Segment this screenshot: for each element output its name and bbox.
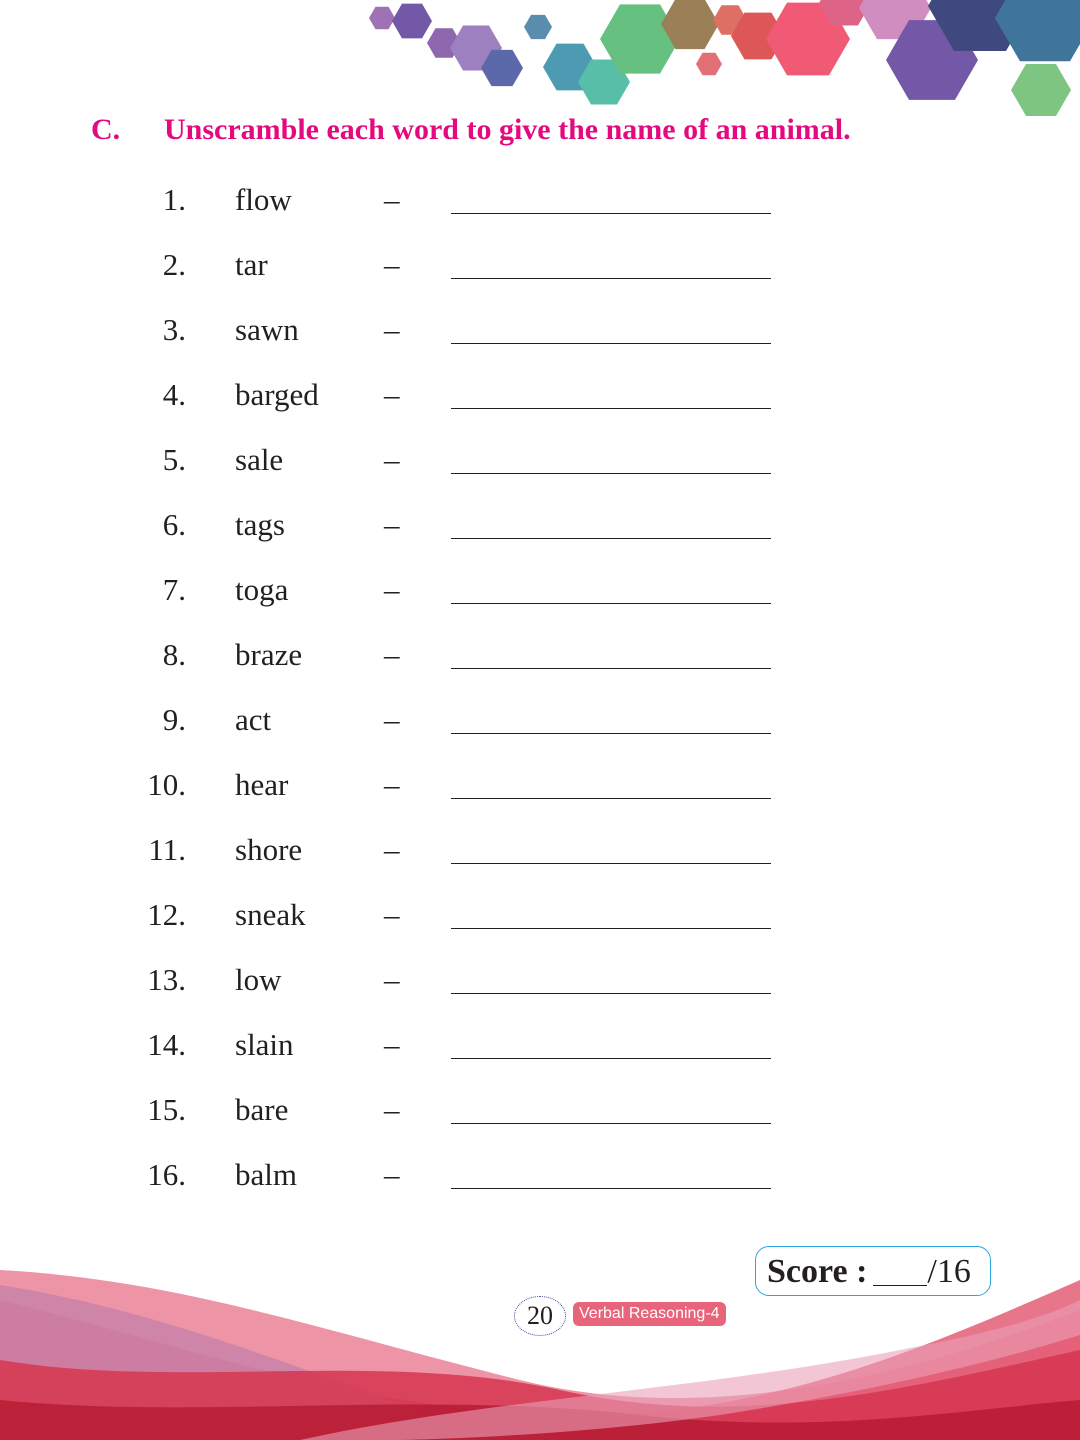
dash-separator: – — [384, 247, 400, 282]
answer-blank[interactable] — [451, 928, 771, 929]
dash-separator: – — [384, 767, 400, 802]
list-item — [0, 897, 1080, 937]
dash-separator: – — [384, 507, 400, 542]
answer-blank[interactable] — [451, 798, 771, 799]
item-number: 6. — [162, 507, 186, 542]
dash-separator: – — [384, 637, 400, 672]
answer-blank[interactable] — [451, 408, 771, 409]
answer-blank[interactable] — [451, 1188, 771, 1189]
score-label: Score : — [767, 1253, 868, 1290]
list-item — [0, 312, 1080, 352]
list-item — [0, 767, 1080, 807]
scrambled-word: sale — [235, 442, 284, 477]
answer-blank[interactable] — [451, 733, 771, 734]
list-item — [0, 247, 1080, 287]
item-number: 2. — [162, 247, 186, 282]
scrambled-word: barged — [235, 377, 319, 412]
dash-separator: – — [384, 962, 400, 997]
answer-blank[interactable] — [451, 993, 771, 994]
answer-blank[interactable] — [451, 278, 771, 279]
list-item — [0, 702, 1080, 742]
list-item — [0, 182, 1080, 222]
dash-separator: – — [384, 1092, 400, 1127]
item-number: 4. — [162, 377, 186, 412]
list-item — [0, 442, 1080, 482]
answer-blank[interactable] — [451, 1123, 771, 1124]
scrambled-word: braze — [235, 637, 303, 672]
exercise-letter: C. — [91, 113, 121, 146]
item-number: 8. — [162, 637, 186, 672]
answer-blank[interactable] — [451, 473, 771, 474]
scrambled-word: sneak — [235, 897, 306, 932]
score-box — [755, 1246, 991, 1296]
scrambled-word: bare — [235, 1092, 289, 1127]
list-item — [0, 377, 1080, 417]
dash-separator: – — [384, 702, 400, 737]
score-blank[interactable] — [873, 1253, 927, 1286]
scrambled-word: flow — [235, 182, 292, 217]
dash-separator: – — [384, 1027, 400, 1062]
list-item — [0, 962, 1080, 1002]
list-item — [0, 572, 1080, 612]
answer-blank[interactable] — [451, 343, 771, 344]
item-number: 15. — [147, 1092, 186, 1127]
item-number: 16. — [147, 1157, 186, 1192]
list-item — [0, 507, 1080, 547]
dash-separator: – — [384, 182, 400, 217]
dash-separator: – — [384, 897, 400, 932]
item-number: 10. — [147, 767, 186, 802]
list-item — [0, 637, 1080, 677]
answer-blank[interactable] — [451, 538, 771, 539]
item-number: 14. — [147, 1027, 186, 1062]
scrambled-word: act — [235, 702, 272, 737]
scrambled-word: hear — [235, 767, 289, 802]
answer-blank[interactable] — [451, 603, 771, 604]
item-number: 12. — [147, 897, 186, 932]
scrambled-word: toga — [235, 572, 289, 607]
item-number: 9. — [162, 702, 186, 737]
item-number: 1. — [162, 182, 186, 217]
hexagon-banner-decoration — [0, 0, 1080, 125]
list-item — [0, 832, 1080, 872]
list-item — [0, 1092, 1080, 1132]
dash-separator: – — [384, 1157, 400, 1192]
list-item — [0, 1027, 1080, 1067]
exercise-heading — [91, 113, 851, 147]
scrambled-word: sawn — [235, 312, 299, 347]
item-number: 11. — [148, 832, 186, 867]
item-number: 7. — [162, 572, 186, 607]
dash-separator: – — [384, 832, 400, 867]
item-number: 5. — [162, 442, 186, 477]
dash-separator: – — [384, 442, 400, 477]
book-title-tag: Verbal Reasoning-4 — [573, 1302, 726, 1326]
answer-blank[interactable] — [451, 668, 771, 669]
exercise-instruction: Unscramble each word to give the name of an animal. — [164, 113, 851, 146]
item-number: 13. — [147, 962, 186, 997]
scrambled-word: tags — [235, 507, 285, 542]
scrambled-word: balm — [235, 1157, 297, 1192]
dash-separator: – — [384, 312, 400, 347]
score-total: /16 — [927, 1253, 971, 1290]
dash-separator: – — [384, 572, 400, 607]
scrambled-word: low — [235, 962, 282, 997]
answer-blank[interactable] — [451, 1058, 771, 1059]
scrambled-word: slain — [235, 1027, 294, 1062]
page-number: 20 — [514, 1296, 566, 1336]
item-number: 3. — [162, 312, 186, 347]
dash-separator: – — [384, 377, 400, 412]
answer-blank[interactable] — [451, 863, 771, 864]
scrambled-word: tar — [235, 247, 268, 282]
list-item — [0, 1157, 1080, 1197]
answer-blank[interactable] — [451, 213, 771, 214]
scrambled-word: shore — [235, 832, 303, 867]
